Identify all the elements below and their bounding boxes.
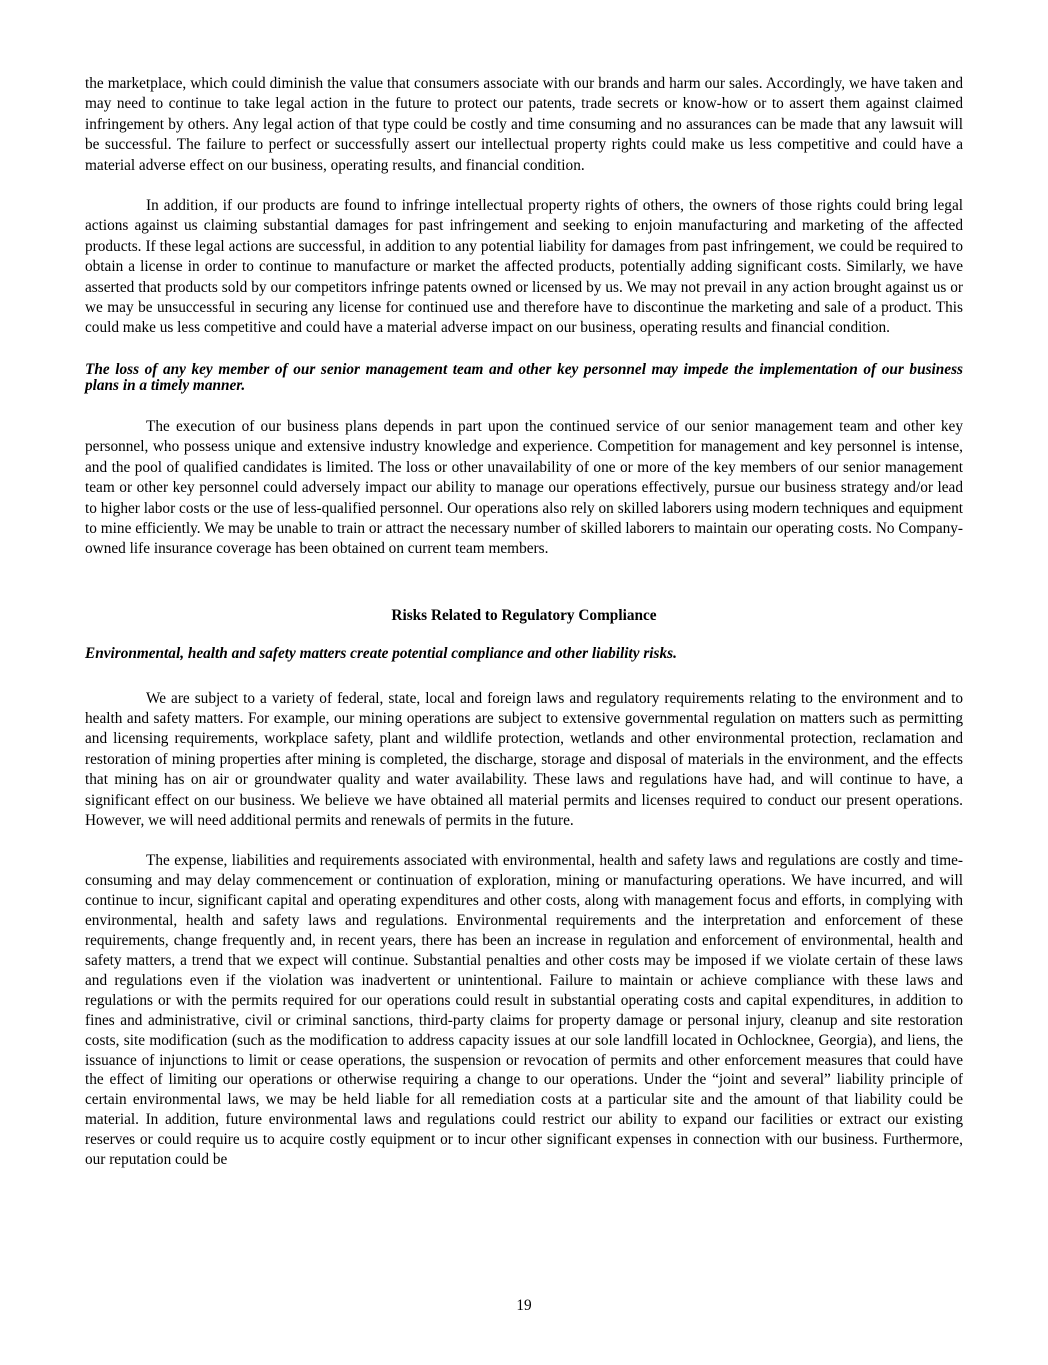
paragraph-ip-enforcement: the marketplace, which could diminish the value that consumers associate with our brands and harm our sales. Accordingly, we have taken and may need to continue to take legal action in the future to protect our patents, trade secrets or know-how or to assert them against claimed infringement by others. Any legal action of that type could be costly and time consuming and no assurances can be made that any lawsuit will be successful. The failure to perfect or successfully assert our intellectual property rights could make us less competitive and could have a material adverse effect on our business, operating results, and financial condition. bbox=[85, 75, 963, 174]
risk-heading-key-personnel: The loss of any key member of our senior management team and other key personnel may impede the implementation of our business plans in a timely manner. bbox=[85, 360, 963, 395]
section-title-regulatory: Risks Related to Regulatory Compliance bbox=[391, 606, 657, 624]
paragraph-infringement-claims: In addition, if our products are found to infringe intellectual property rights of others, the owners of those rights could bring legal actions against us claiming substantial damages for past infringement and seeking to enjoin manufacturing and marketing of the affected products. If these legal actions are successful, in addition to any potential liability for damages from past infringement, we could be required to obtain a license in order to continue to manufacture or market the affected products, potentially adding significant costs. Similarly, we have asserted that products sold by our competitors infringe patents owned or licensed by us. We may not prevail in any action brought against us or we may be unsuccessful in securing any license for continued use and therefore have to discontinue the marketing and sale of a product. This could make us less competitive and could have a material adverse impact on our business, operating results and financial condition. bbox=[85, 197, 963, 337]
paragraph-environmental-costs: The expense, liabilities and requirements associated with environmental, health and safety laws and regulations are costly and time-consuming and may delay commencement or continuation of exploration, mining or manufacturing operations. We have incurred, and will continue to incur, significant capital and operating expenditures and other costs, along with management focus and efforts, in complying with environmental, health and safety laws and regulations. Environmental requirements and the interpretation and enforcement of these requirements, change frequently and, in recent years, there has been an increase in regulation and enforcement of environmental, health and safety matters, a trend that we expect will continue. Substantial penalties and other costs may be imposed if we violate certain of these laws and regulations even if the violation was inadvertent or unintentional. Failure to maintain or achieve compliance with these laws and regulations or with the permits required for our operations could result in substantial operating costs and capital expenditures, in addition to fines and administrative, civil or criminal sanctions, third-party claims for property damage or personal injury, cleanup and site restoration costs, site modification (such as the modification to address capacity issues at our sole landfill located in Ochlocknee, Georgia), and liens, the issuance of injunctions to limit or cease operations, the suspension or revocation of permits and other enforcement measures that could have the effect of limiting our operations or otherwise requiring a change to our operations. Under the “joint and several” liability principle of certain environmental laws, we may be held liable for all remediation costs at a particular site and the amount of that liability could be material. In addition, future environmental laws and regulations could restrict our ability to expand our facilities or extract our existing reserves or could require us to acquire costly equipment or to incur other significant expenses in connection with our business. Furthermore, our reputation could be bbox=[85, 852, 963, 1169]
paragraph-key-personnel: The execution of our business plans depends in part upon the continued service of our senior management team and other key personnel, who possess unique and extensive industry knowledge and experience. Competition for management and key personnel is intense, and the pool of qualified candidates is limited. The loss or other unavailability of one or more of the key members of our senior management team or other key personnel could adversely impact our ability to manage our operations effectively, pursue our business strategy and/or lead to higher labor costs or the use of less-qualified personnel. Our operations also rely on skilled laborers using modern techniques and equipment to mine efficiently. We may be unable to train or attract the necessary number of skilled laborers to maintain our operating costs. No Company-owned life insurance coverage has been obtained on current team members. bbox=[85, 417, 963, 558]
paragraph-environmental-laws: We are subject to a variety of federal, state, local and foreign laws and regulatory requirements relating to the environment and to health and safety matters. For example, our mining operations are subject to extensive governmental regulation on matters such as permitting and licensing requirements, workplace safety, plant and wildlife protection, wetlands and other environmental protection, reclamation and restoration of mining properties after mining is completed, the discharge, storage and disposal of materials in the environment, and the effects that mining has on air or groundwater quality and water availability. These laws and regulations have had, and will continue to have, a significant effect on our business. We believe we have obtained all material permits and licenses required to conduct our present operations. However, we will need additional permits and renewals of permits in the future. bbox=[85, 689, 963, 830]
page-number: 19 bbox=[516, 1297, 532, 1314]
risk-heading-environmental: Environmental, health and safety matters create potential compliance and other liability risks. bbox=[85, 645, 677, 663]
document-page bbox=[85, 74, 963, 1170]
